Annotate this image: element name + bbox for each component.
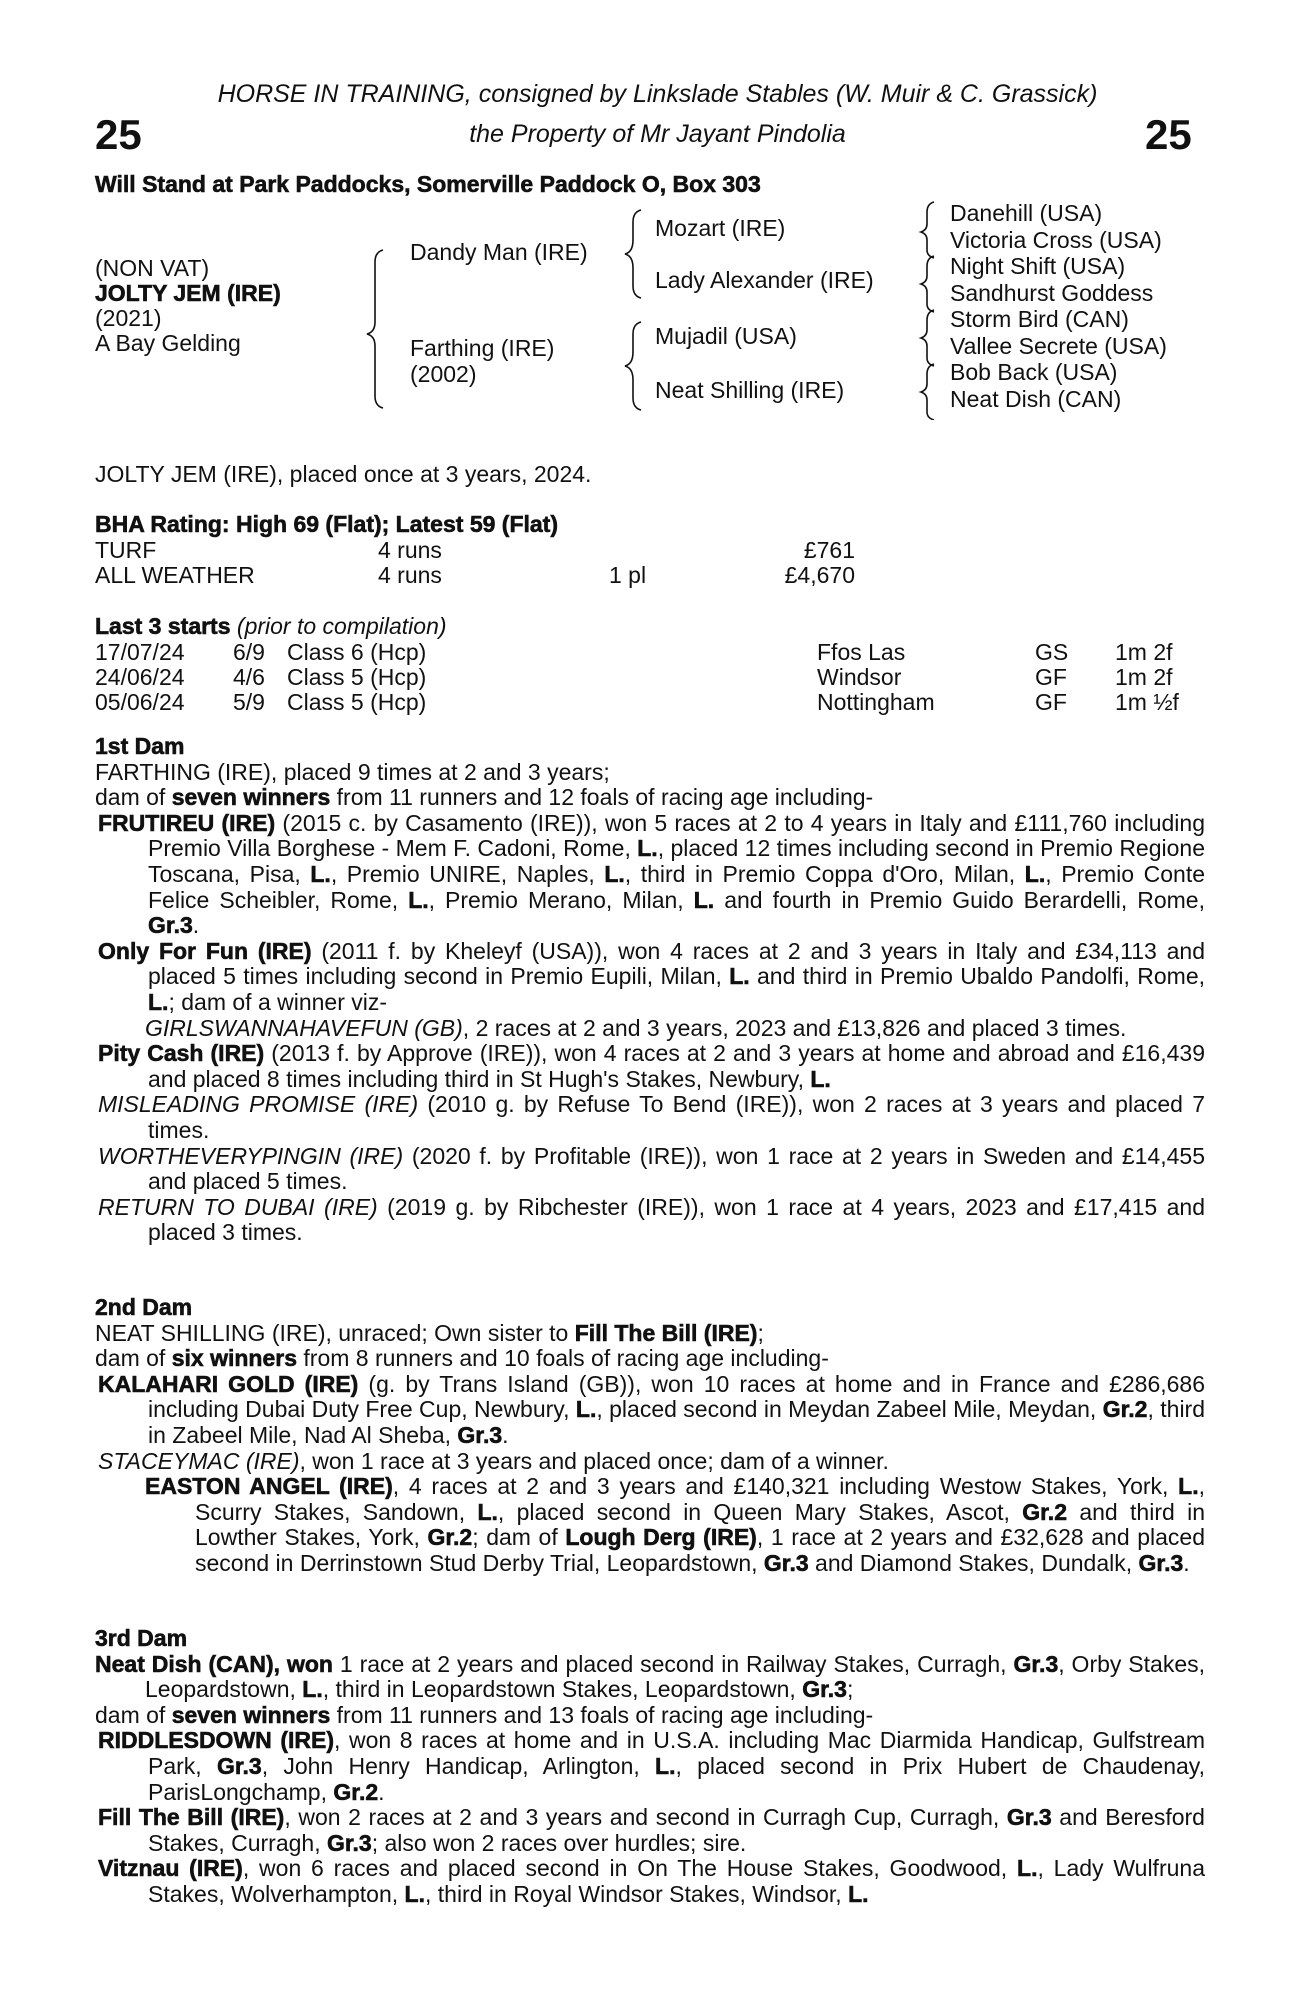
dam: Farthing (IRE)	[410, 335, 555, 361]
rating-money: £4,670	[784, 562, 855, 588]
third-dam-section	[95, 1626, 1205, 1908]
ancestor-dds: Bob Back (USA)	[950, 359, 1118, 385]
start-position: 4/6	[233, 664, 265, 690]
start-going: GF	[1035, 689, 1067, 715]
produce-easton-angel: EASTON ANGEL (IRE), 4 races at 2 and 3 years and £140,321 including Westow Stakes, York, L., Scurry Stakes, Sandown, L., placed second in Queen Mary Stakes, Ascot, Gr.2 and third in Lowther Stakes, York, Gr.2; dam of Lough Derg (IRE), 1 race at 2 years and £32,628 and placed second in Derrinstown Stud Derby Trial, Leopardstown, Gr.3 and Diamond Stakes, Dundalk, Gr.3.	[145, 1473, 1205, 1576]
lot-number-left: 25	[95, 111, 142, 158]
sire-dam: Lady Alexander (IRE)	[655, 267, 874, 293]
produce-girlswannahavefun: GIRLSWANNAHAVEFUN (GB), 2 races at 2 and 3 years, 2023 and £13,826 and placed 3 times.	[145, 1014, 1127, 1041]
ancestor-dss: Storm Bird (CAN)	[950, 306, 1129, 332]
ancestor-sss: Danehill (USA)	[950, 200, 1103, 226]
ancestor-ddd: Neat Dish (CAN)	[950, 385, 1122, 412]
start-class: Class 5 (Hcp)	[287, 664, 427, 690]
start-row	[95, 690, 1205, 715]
horse-description: A Bay Gelding	[95, 330, 241, 356]
start-class: Class 6 (Hcp)	[287, 639, 427, 665]
produce-wortheverypingin: WORTHEVERYPINGIN (IRE) (2020 f. by Profitable (IRE)), won 1 race at 2 years in Sweden and £14,455 and placed 5 times.	[98, 1142, 1205, 1195]
produce-pity-cash: Pity Cash (IRE) (2013 f. by Approve (IRE)), won 4 races at 2 and 3 years at home and abroad and £16,439 and placed 8 times including third in St Hugh's Stakes, Newbury, L.	[98, 1040, 1205, 1092]
lot-number-right: 25	[1145, 111, 1192, 158]
first-dam-title: 1st Dam	[95, 733, 185, 759]
rating-row	[95, 538, 855, 563]
stand-location: Will Stand at Park Paddocks, Somerville Paddock O, Box 303	[95, 171, 761, 197]
produce-riddlesdown: RIDDLESDOWN (IRE), won 8 races at home and in U.S.A. including Mac Diarmida Handicap, Gulfstream Park, Gr.3, John Henry Handicap, Arlington, L., placed second in Prix Hubert de Chaudenay, ParisLongchamp, Gr.2.	[98, 1727, 1205, 1805]
dam-dam: Neat Shilling (IRE)	[655, 377, 845, 403]
last-starts-table	[95, 640, 1205, 715]
rating-placed: 1 pl	[609, 562, 647, 588]
ancestor-sdd: Sandhurst Goddess	[950, 279, 1154, 306]
third-dam-produce: dam of seven winners from 11 runners and 13 foals of racing age including-	[95, 1701, 874, 1728]
consignor-line: HORSE IN TRAINING, consigned by Linkslade Stables (W. Muir & C. Grassick)	[217, 80, 1098, 108]
third-dam-intro: Neat Dish (CAN), won 1 race at 2 years and placed second in Railway Stakes, Curragh, Gr.3, Orby Stakes, Leopardstown, L., third in Leopardstown Stakes, Leopardstown, Gr.3;	[95, 1650, 1206, 1703]
produce-only-for-fun: Only For Fun (IRE) (2011 f. by Kheleyf (USA)), won 4 races at 2 and 3 years in Italy and £34,113 and placed 5 times including second in Premio Eupili, Milan, L. and third in Premio Ubaldo Pandolfi, Rome, L.; dam of a winner viz-	[98, 937, 1205, 1015]
sire-sire: Mozart (IRE)	[655, 215, 786, 241]
dam-year: (2002)	[410, 361, 477, 387]
start-distance: 1m 2f	[1115, 664, 1173, 690]
rating-table	[95, 538, 855, 588]
produce-staceymac: STACEYMAC (IRE), won 1 race at 3 years and placed once; dam of a winner.	[98, 1447, 889, 1474]
pedigree-third-generation	[950, 200, 1167, 412]
second-dam-intro: NEAT SHILLING (IRE), unraced; Own sister to Fill The Bill (IRE);	[95, 1319, 764, 1346]
first-dam-intro: FARTHING (IRE), placed 9 times at 2 and 3 years;	[95, 758, 610, 785]
start-position: 5/9	[233, 689, 265, 715]
bha-rating-title: BHA Rating: High 69 (Flat); Latest 59 (Flat)	[95, 511, 558, 537]
rating-runs: 4 runs	[378, 537, 442, 563]
race-summary: JOLTY JEM (IRE), placed once at 3 years, 2024.	[95, 461, 592, 487]
produce-misleading-promise: MISLEADING PROMISE (IRE) (2010 g. by Refuse To Bend (IRE)), won 2 races at 3 years and placed 7 times.	[98, 1091, 1205, 1143]
start-date: 17/07/24	[95, 639, 185, 665]
start-distance: 1m ½f	[1115, 689, 1179, 715]
last-starts-title: Last 3 starts	[95, 613, 231, 639]
first-dam-produce: dam of seven winners from 11 runners and 12 foals of racing age including-	[95, 784, 874, 811]
horse-year: (2021)	[95, 305, 162, 331]
third-dam-title: 3rd Dam	[95, 1625, 188, 1651]
horse-name: JOLTY JEM (IRE)	[95, 280, 281, 306]
start-distance: 1m 2f	[1115, 639, 1173, 665]
start-course: Windsor	[817, 664, 902, 690]
vat-status: (NON VAT)	[95, 255, 210, 281]
second-dam-section	[95, 1295, 1205, 1577]
produce-kalahari-gold: KALAHARI GOLD (IRE) (g. by Trans Island (GB)), won 10 races at home and in France and £286,686 including Dubai Duty Free Cup, Newbury, L., placed second in Meydan Zabeel Mile, Meydan, Gr.2, third in Zabeel Mile, Nad Al Sheba, Gr.3.	[98, 1370, 1206, 1448]
ancestor-dsd: Vallee Secrete (USA)	[950, 332, 1167, 359]
produce-return-to-dubai: RETURN TO DUBAI (IRE) (2019 g. by Ribchester (IRE)), won 1 race at 4 years, 2023 and £17,415 and placed 3 times.	[98, 1193, 1205, 1246]
start-row	[95, 665, 1205, 690]
last-starts-heading	[95, 614, 447, 640]
produce-fill-the-bill: Fill The Bill (IRE), won 2 races at 2 and 3 years and second in Curragh Cup, Curragh, Gr.3 and Beresford Stakes, Curragh, Gr.3; also won 2 races over hurdles; sire.	[98, 1804, 1205, 1856]
rating-surface: ALL WEATHER	[95, 562, 255, 588]
start-going: GF	[1035, 664, 1067, 690]
produce-frutireu: FRUTIREU (IRE) (2015 c. by Casamento (IRE)), won 5 races at 2 to 4 years in Italy and £111,760 including Premio Villa Borghese - Mem F. Cadoni, Rome, L., placed 12 times including second in Premio Regione Toscana, Pisa, L., Premio UNIRE, Naples, L., third in Premio Coppa d'Oro, Milan, L., Premio Conte Felice Scheibler, Rome, L., Premio Merano, Milan, L. and fourth in Premio Guido Berardelli, Rome, Gr.3.	[98, 809, 1205, 939]
first-dam-section	[95, 734, 1205, 1246]
start-class: Class 5 (Hcp)	[287, 689, 427, 715]
start-course: Ffos Las	[817, 639, 906, 665]
ancestor-sds: Night Shift (USA)	[950, 253, 1126, 279]
dam-sire: Mujadil (USA)	[655, 323, 797, 349]
rating-money: £761	[803, 537, 855, 563]
property-line: the Property of Mr Jayant Pindolia	[469, 120, 846, 148]
produce-vitznau: Vitznau (IRE), won 6 races and placed second in On The House Stakes, Goodwood, L., Lady Wulfruna Stakes, Wolverhampton, L., third in Royal Windsor Stakes, Windsor, L.	[98, 1855, 1205, 1907]
last-starts-note: (prior to compilation)	[236, 613, 447, 639]
start-going: GS	[1035, 639, 1069, 665]
start-position: 6/9	[233, 639, 265, 665]
rating-runs: 4 runs	[378, 562, 442, 588]
start-date: 24/06/24	[95, 664, 185, 690]
second-dam-produce: dam of six winners from 8 runners and 10 foals of racing age including-	[95, 1345, 829, 1372]
rating-row	[95, 563, 855, 588]
sire: Dandy Man (IRE)	[410, 239, 588, 265]
second-dam-title: 2nd Dam	[95, 1294, 193, 1320]
rating-surface: TURF	[95, 537, 157, 563]
ancestor-ssd: Victoria Cross (USA)	[950, 226, 1162, 253]
start-course: Nottingham	[817, 689, 935, 715]
start-date: 05/06/24	[95, 689, 185, 715]
start-row	[95, 640, 1205, 665]
